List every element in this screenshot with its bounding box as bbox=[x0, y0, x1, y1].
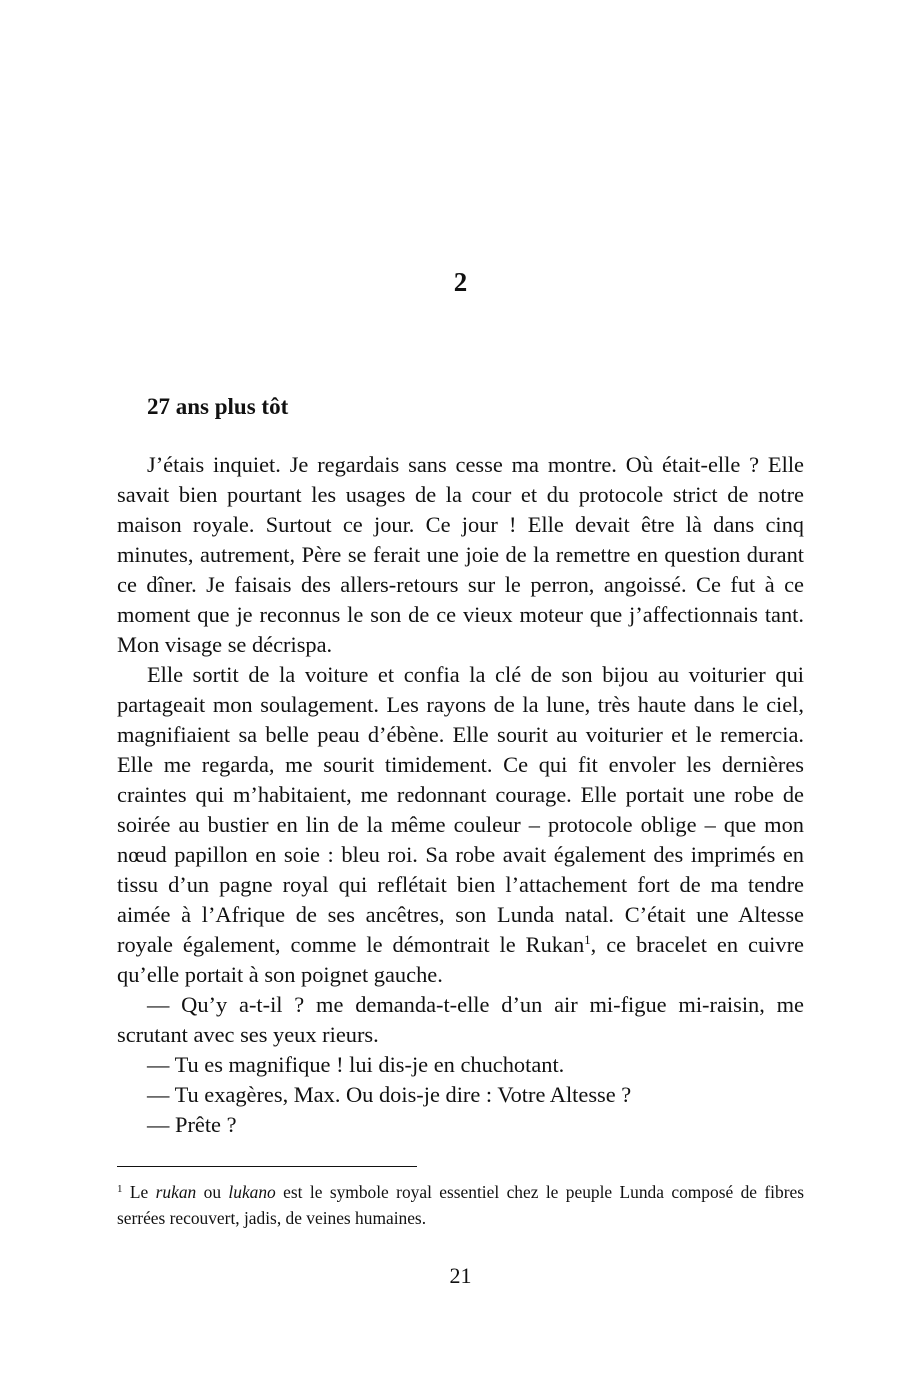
paragraph: Elle sortit de la voiture et confia la clé de son bijou au voiturier qui partageait mon soulagement. Les rayons de la lune, très haute dans le ciel, magnifiaient sa belle peau d’ébène. Elle sourit au voiturier et le remercia. Elle me regarda, me sourit timidement. Ce qui fit envoler les dernières craintes qui m’habitaient, me redonnant courage. Elle portait une robe de soirée au bustier en lin de la même couleur – protocole oblige – que mon nœud papillon en soie : bleu roi. Sa robe avait également des imprimés en tissu d’un pagne royal qui reflétait bien l’attachement fort de ma tendre aimée à l’Afrique de ses ancêtres, son Lunda natal. C’était une Altesse royale également, comme le démontrait le Rukan$^1$, ce bracelet en cuivre qu’elle portait à son poignet gauche. bbox=[117, 662, 804, 987]
footnote-reference[interactable]: 1 bbox=[584, 932, 591, 947]
footnote-term: rukan bbox=[155, 1182, 197, 1202]
footnote-marker: 1 bbox=[117, 1183, 123, 1195]
footnote: $^1$ Le rukan ou lukano est le symbole royal essentiel chez le peuple Lunda composé de fibres serrées recouvert, jadis, de veines humaines. bbox=[117, 1182, 804, 1228]
footnote-term: lukano bbox=[228, 1182, 276, 1202]
paragraph: J’étais inquiet. Je regardais sans cesse ma montre. Où était-elle ? Elle savait bien pourtant les usages de la cour et du protocole strict de notre maison royale. Surtout ce jour. Ce jour ! Elle devait être là dans cinq minutes, autrement, Père se ferait une joie de la remettre en question durant ce dîner. Je faisais des allers-retours sur le perron, angoissé. Ce fut à ce moment que je reconnus le son de ce vieux moteur que j’affectionnais tant. Mon visage se décrispa. bbox=[117, 452, 804, 657]
chapter-body bbox=[117, 450, 804, 1140]
dialogue-line: — Tu es magnifique ! lui dis-je en chuchotant. bbox=[147, 1052, 565, 1077]
footnote-divider bbox=[117, 1166, 417, 1167]
dialogue-line: — Prête ? bbox=[147, 1112, 237, 1137]
chapter-number: 2 bbox=[453, 267, 468, 297]
dialogue-line: — Qu’y a-t-il ? me demanda-t-elle d’un air mi-figue mi-raisin, me scrutant avec ses yeux rieurs. bbox=[117, 992, 804, 1047]
dialogue-line: — Tu exagères, Max. Ou dois-je dire : Votre Altesse ? bbox=[147, 1082, 632, 1107]
page-number: 21 bbox=[449, 1263, 472, 1288]
chapter-subtitle: 27 ans plus tôt bbox=[147, 394, 289, 419]
